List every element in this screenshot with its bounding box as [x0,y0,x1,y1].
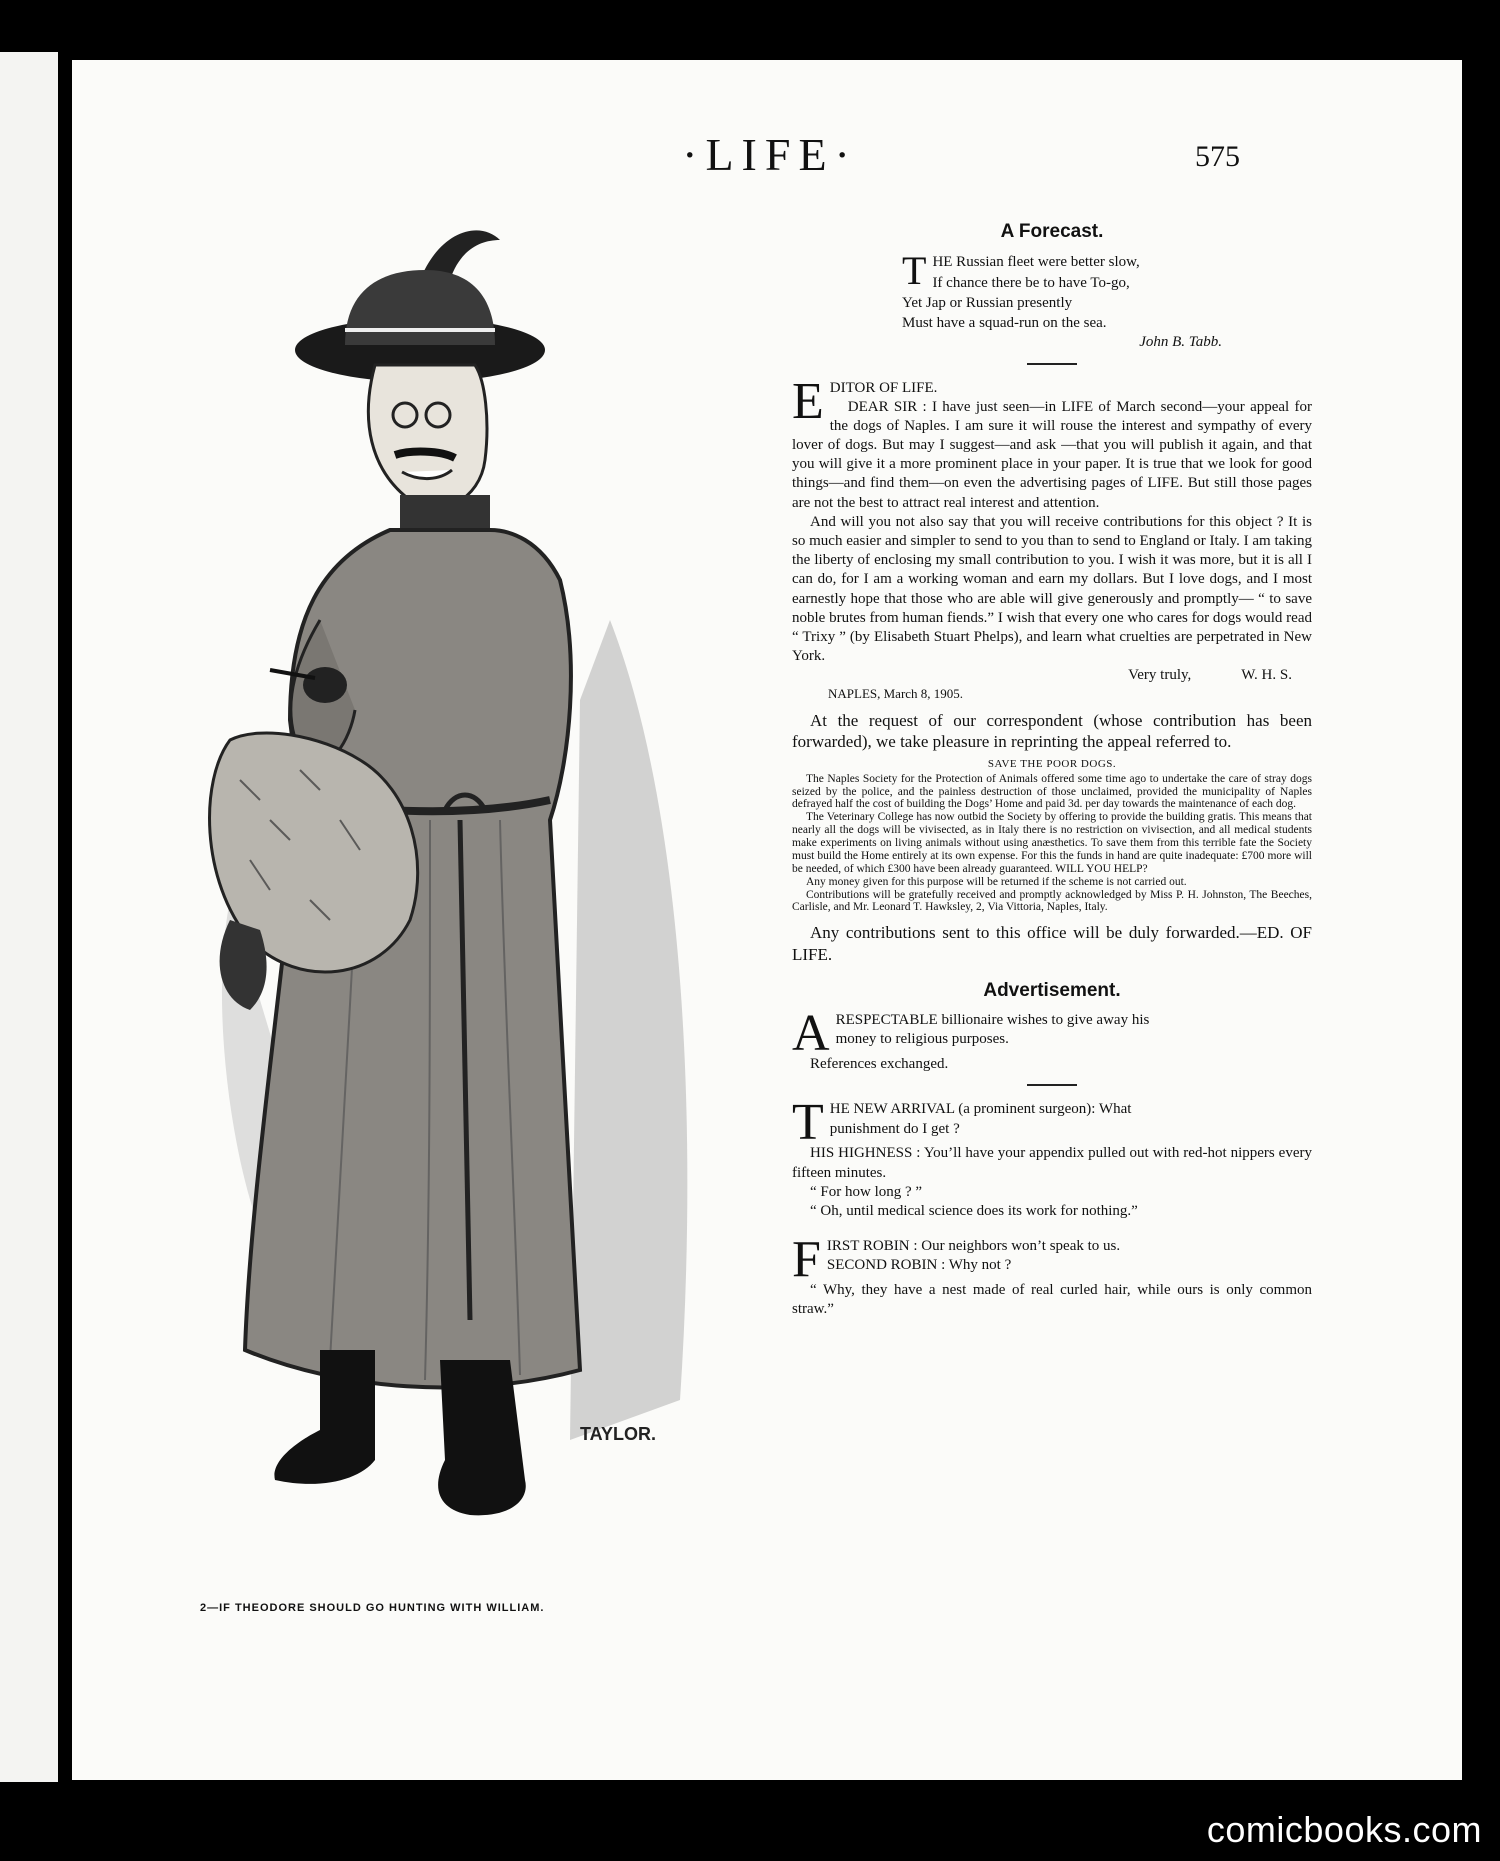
robin-dropcap: F [792,1231,821,1289]
letter-paragraph: And will you not also say that you will receive contributions for this object ? It is so much easier and simpler to send to you than to send to England or Italy. I am taking the liberty of enclosing my small contribution to you. I wish it was more, but it is all I can do, for I am a working woman and earn my dollars. But I love dogs, and I most earnestly hope that those who are able will give generously and promptly— “ to save noble brutes from human fiends.” I wish that every one who cares for dogs would read “ Trixy ” (by Elisabeth Stuart Phelps), and learn what cruelties are perpetrated in New York. [792,513,1312,665]
appeal-paragraph: The Naples Society for the Protection of Animals offered some time ago to undertake the care of stray dogs seized by the police, and the painless destruction of those unclaimed, provided the municipality of Naples defrayed half the cost of building the Dogs’ Home and paid 3d. per day towards the maintenance of each dog. [792,772,1312,811]
hat-crown [345,270,495,345]
forecast-author: John B. Tabb. [1139,334,1222,351]
joke-line: punishment do I get ? [829,1120,960,1137]
new-arrival-dropcap: T [792,1094,824,1152]
right-boot [438,1360,526,1515]
editor-note: At the request of our correspondent (whose contribution has been forwarded), we take pleasure in reprinting the appeal referred to. [792,711,1312,752]
appeal-title: SAVE THE POOR DOGS. [987,757,1117,770]
appeal-paragraph: Contributions will be gratefully received and promptly acknowledged by Miss P. H. Johnston, The Beeches, Carlisle, and Mr. Leonard T. Hawksley, 2, Via Vittoria, Naples, Italy. [792,888,1312,914]
masthead-title: ·LIFE· [682,129,858,180]
joke-line: IRST ROBIN : Our neighbors won’t speak to us. [826,1238,1121,1255]
joke-line: “ Why, they have a nest made of real curled hair, while ours is only common straw.” [792,1282,1312,1318]
letter-dateline: NAPLES, March 8, 1905. [828,685,964,701]
letter-dropcap: E [792,372,824,430]
text-column [792,220,1312,1319]
left-page-edge [0,52,58,1782]
forwarding-note: Any contributions sent to this office will be duly forwarded.—ED. OF LIFE. [792,923,1312,964]
poem-line: Must have a squad-run on the sea. [902,315,1107,332]
advertisement-line: RESPECTABLE billionaire wishes to give away his [835,1012,1150,1029]
divider [1027,363,1077,365]
joke-line: HIS HIGHNESS : You’ll have your appendix pulled out with red-hot nippers every fifteen minutes. [792,1145,1312,1181]
face [368,365,487,508]
letter-signoff [792,666,1292,685]
appeal-paragraph: Any money given for this purpose will be returned if the scheme is not carried out. [806,875,1187,888]
letter-paragraph: DEAR SIR : I have just seen—in LIFE of March second—your appeal for the dogs of Naples. I am sure it will rouse the interest and sympathy of every lover of dogs. But may I suggest—and ask —that you will publish it again, and that you will give it a more prominent place in your paper. It is true that we look for good things—and find them—on even the advertising pages of LIFE. But still those pages are not the best to attract real interest and attention. [792,398,1312,511]
divider [1027,1084,1077,1086]
letter-signature: W. H. S. [1241,667,1292,684]
joke-line: SECOND ROBIN : Why not ? [826,1257,1012,1274]
forecast-poem [902,248,1312,333]
poem-line: HE Russian fleet were better slow, [932,254,1140,271]
letter-opening: DITOR OF LIFE. [829,379,938,396]
advertisement-text [792,1005,1312,1074]
joke-line: “ Oh, until medical science does its work for nothing.” [810,1202,1138,1219]
left-boot [274,1350,375,1484]
forecast-dropcap: T [902,248,927,294]
advertisement-title: Advertisement. [983,979,1121,1001]
page-number: 575 [1195,140,1240,173]
letter-closing: Very truly, [1128,667,1192,684]
robin-joke [792,1231,1312,1319]
poem-line: If chance there be to have To-go, [932,274,1130,291]
poem-line: Yet Jap or Russian presently [902,294,1073,311]
joke-line: HE NEW ARRIVAL (a prominent surgeon): What [829,1101,1132,1118]
new-arrival-joke [792,1094,1312,1221]
advertisement-line: References exchanged. [810,1056,949,1073]
watermark: comicbooks.com [1206,1809,1482,1850]
forecast-title: A Forecast. [1000,221,1104,242]
advertisement-line: money to religious purposes. [835,1031,1009,1048]
advertisement-dropcap: A [792,1005,830,1063]
letter [792,372,1312,703]
appeal-paragraph: The Veterinary College has now outbid the Society by offering to provide the building gratis. This means that nearly all the dogs will be vivisected, as in Italy there is no restriction on vivisection, and all medical students make experiments on living animals without using anæsthetics. To save them from this terrible fate the Society must build the Home entirely at its own expense. For this the funds in hand are quite inadequate: £700 more will be needed, of which £300 have been already guaranteed. WILL YOU HELP? [792,811,1312,875]
artist-signature: TAYLOR. [580,1424,657,1444]
appeal-text [792,773,1312,915]
cartoon-illustration [140,200,790,1580]
joke-line: “ For how long ? ” [810,1183,923,1200]
illustration-caption: 2—IF THEODORE SHOULD GO HUNTING WITH WILLIAM. [200,1602,545,1614]
